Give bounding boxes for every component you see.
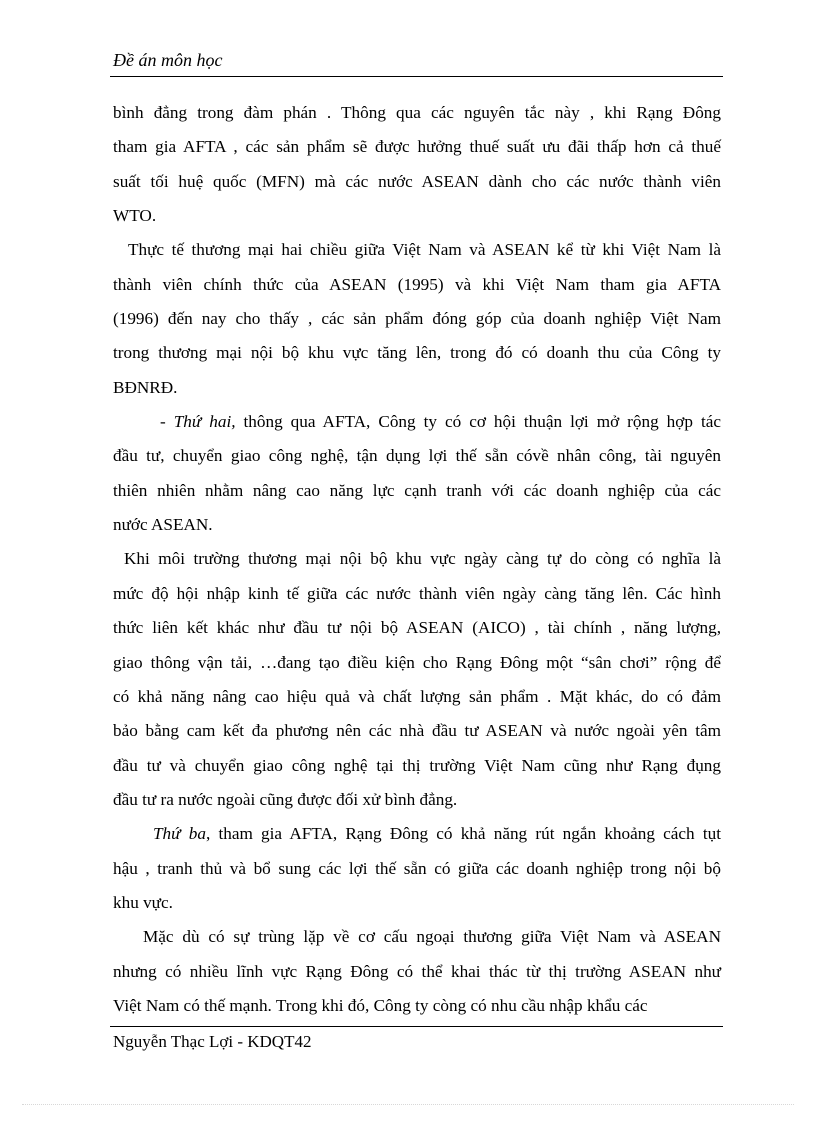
- text-line: [113, 680, 721, 714]
- italic-text: Thứ ba: [153, 824, 206, 844]
- text-segment: bình đẳng trong đàm phán . Thông qua các nguyên tắc này , khi Rạng Đông: [113, 103, 721, 122]
- text-segment: Thực tế thương mại hai chiều giữa Việt Nam và ASEAN kể từ khi Việt Nam là: [128, 240, 721, 260]
- text-segment: đầu tư ra nước ngoài cũng được đối xử bình đẳng.: [113, 789, 458, 809]
- text-line: [113, 577, 721, 611]
- text-segment: hậu , tranh thủ và bổ sung các lợi thế sẵn có giữa các doanh nghiệp trong nội bộ: [113, 858, 721, 878]
- text-segment: giao thông vận tải, …đang tạo điều kiện cho Rạng Đông một “sân chơi” rộng để: [113, 652, 721, 672]
- text-segment: đầu tư và chuyển giao công nghệ tại thị trường Việt Nam cũng như Rạng đụng: [113, 755, 721, 775]
- text-line: [113, 783, 721, 817]
- text-segment: thành viên chính thức của ASEAN (1995) và khi Việt Nam tham gia AFTA: [113, 274, 721, 294]
- text-line: [113, 336, 721, 370]
- text-line: [113, 989, 721, 1023]
- text-segment: (1996) đến nay cho thấy , các sản phẩm đóng góp của doanh nghiệp Việt Nam: [113, 309, 721, 329]
- text-segment: bảo bằng cam kết đa phương nên các nhà đầu tư ASEAN và nước ngoài yên tâm: [113, 721, 721, 741]
- footer-divider: [110, 1026, 723, 1027]
- text-segment: đầu tư, chuyển giao công nghệ, tận dụng lợi thế sẵn cóvề nhân công, tài nguyên: [113, 446, 721, 466]
- text-segment: tham gia AFTA , các sản phẩm sẽ được hưởng thuế suất ưu đãi thấp hơn cả thuế: [113, 137, 721, 157]
- text-line: [113, 268, 721, 302]
- text-segment: Mặc dù có sự trùng lặp về cơ cấu ngoại thương giữa Việt Nam và ASEAN: [143, 927, 721, 947]
- text-segment: thức liên kết khác như đầu tư nội bộ ASEAN (AICO) , tài chính , năng lượng,: [113, 618, 721, 638]
- page-header-title: Đề án môn học: [113, 50, 223, 70]
- text-line: [113, 646, 721, 680]
- text-line: [113, 920, 721, 954]
- footer-author: Nguyễn Thạc Lợi - KDQT42: [113, 1032, 312, 1051]
- text-line: [113, 886, 721, 920]
- text-line: [113, 611, 721, 645]
- text-line: [113, 165, 721, 199]
- text-line: [113, 199, 721, 233]
- text-segment: thiên nhiên nhằm nâng cao năng lực cạnh tranh với các doanh nghiệp của các: [113, 480, 721, 500]
- page-bottom-edge: [22, 1104, 794, 1105]
- text-line: [113, 405, 721, 439]
- text-segment: trong thương mại nội bộ khu vực tăng lên, trong đó có doanh thu của Công ty: [113, 343, 721, 363]
- text-segment: suất tối huệ quốc (MFN) mà các nước ASEAN dành cho các nước thành viên: [113, 171, 721, 191]
- document-body: [113, 96, 721, 1023]
- text-segment: mức độ hội nhập kinh tế giữa các nước thành viên ngày càng tăng lên. Các hình: [113, 583, 721, 603]
- text-segment: Khi môi trường thương mại nội bộ khu vực ngày càng tự do còng có nghĩa là: [124, 549, 721, 569]
- text-segment: có khả năng nâng cao hiệu quả và chất lượng sản phẩm . Mặt khác, do có đảm: [113, 686, 721, 706]
- text-line: [113, 714, 721, 748]
- text-line: [113, 817, 721, 851]
- text-line: [113, 749, 721, 783]
- text-segment: WTO.: [113, 206, 157, 226]
- text-segment: nhưng có nhiều lĩnh vực Rạng Đông có thể khai thác từ thị trường ASEAN như: [113, 961, 721, 981]
- text-line: [113, 233, 721, 267]
- text-line: [113, 130, 721, 164]
- text-line: [113, 474, 721, 508]
- text-line: [113, 302, 721, 336]
- header-divider: [110, 76, 723, 77]
- text-line: [113, 508, 721, 542]
- text-segment: Việt Nam có thế mạnh. Trong khi đó, Công ty còng có nhu cầu nhập khẩu các: [113, 995, 648, 1015]
- italic-text: Thứ hai,: [173, 412, 236, 432]
- text-segment: BĐNRĐ.: [113, 377, 178, 397]
- text-segment: khu vực.: [113, 892, 173, 912]
- text-line: [113, 439, 721, 473]
- text-line: [113, 955, 721, 989]
- text-segment: -: [160, 412, 174, 432]
- text-segment: , tham gia AFTA, Rạng Đông có khả năng rút ngắn khoảng cách tụt: [205, 824, 721, 844]
- text-line: [113, 542, 721, 576]
- text-segment: thông qua AFTA, Công ty có cơ hội thuận lợi mở rộng hợp tác: [235, 412, 721, 432]
- text-segment: nước ASEAN.: [113, 515, 213, 535]
- text-line: [113, 852, 721, 886]
- text-line: [113, 96, 721, 130]
- text-line: [113, 371, 721, 405]
